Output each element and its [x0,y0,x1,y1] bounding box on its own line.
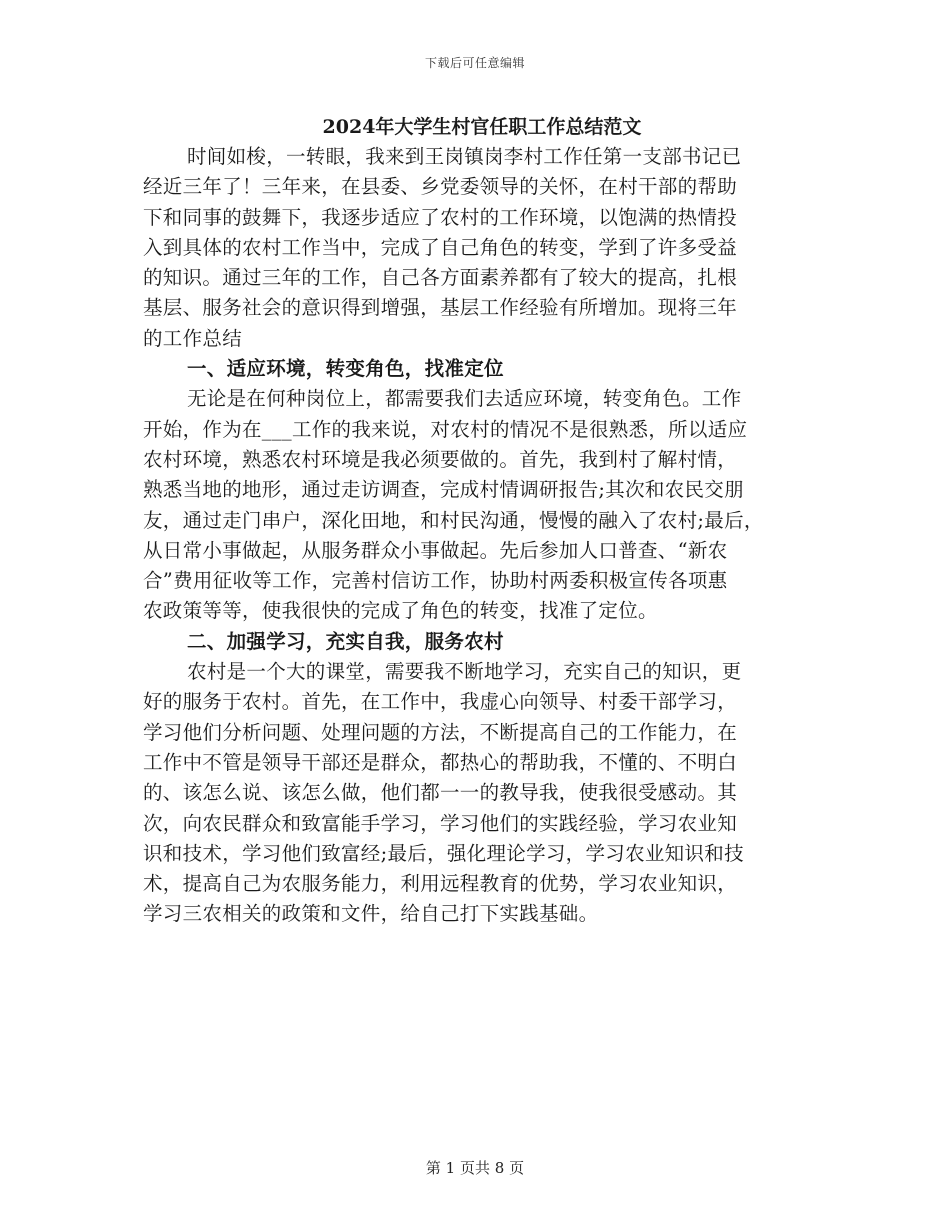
paragraph-line: 入到具体的农村工作当中，完成了自己角色的转变，学到了许多受益 [143,235,738,259]
paragraph-line: 的、该怎么说、该怎么做，他们都一一的教导我，使我很受感动。其 [143,781,738,805]
paragraph-line: 工作中不管是领导干部还是群众，都热心的帮助我，不懂的、不明白 [143,750,738,774]
paragraph-line: 术，提高自己为农服务能力，利用远程教育的优势，学习农业知识， [143,872,738,896]
document-title: 2024年大学生村官任职工作总结范文 [322,116,642,138]
paragraph-line: 次，向农民群众和致富能手学习，学习他们的实践经验，学习农业知 [143,811,738,835]
paragraph-line: 识和技术，学习他们致富经;最后，强化理论学习，学习农业知识和技 [143,841,744,865]
paragraph-line: 下和同事的鼓舞下，我逐步适应了农村的工作环境，以饱满的热情投 [143,205,738,229]
paragraph-line: 熟悉当地的地形，通过走访调查，完成村情调研报告;其次和农民交朋 [143,478,744,502]
paragraph-line: 友，通过走门串户，深化田地，和村民沟通，慢慢的融入了农村;最后， [143,508,764,532]
paragraph-line: 时间如梭，一转眼，我来到王岗镇岗李村工作任第一支部书记已 [187,145,742,168]
paragraph-line: 基层、服务社会的意识得到增强，基层工作经验有所增加。现将三年 [143,296,738,320]
paragraph-line: 农村是一个大的课堂，需要我不断地学习，充实自己的知识，更 [187,660,742,684]
paragraph-line: 学习他们分析问题、处理问题的方法，不断提高自己的工作能力，在 [143,720,738,744]
paragraph-line: 农政策等等，使我很快的完成了角色的转变，找准了定位。 [143,599,658,623]
paragraph-line: 的工作总结 [143,326,243,350]
paragraph-line: 好的服务于农村。首先，在工作中，我虚心向领导、村委干部学习， [143,690,738,714]
paragraph-line: 从日常小事做起，从服务群众小事做起。先后参加人口普查、“新农 [143,538,728,562]
page-footer: 第 1 页共 8 页 [425,1159,525,1177]
page-header: 下载后可任意编辑 [424,56,525,70]
document-body [143,142,815,930]
section-heading: 一、适应环境，转变角色，找准定位 [187,357,504,381]
paragraph-line: 的知识。通过三年的工作，自己各方面素养都有了较大的提高，扎根 [143,266,738,290]
paragraph-line: 合”费用征收等工作，完善村信访工作，协助村两委积极宣传各项惠 [143,569,728,593]
paragraph-line: 农村环境，熟悉农村环境是我必须要做的。首先，我到村了解村情， [143,447,738,471]
paragraph-line: 经近三年了！三年来，在县委、乡党委领导的关怀，在村干部的帮助 [143,175,738,199]
paragraph-line: 学习三农相关的政策和文件，给自己打下实践基础。 [143,902,599,926]
document-content [143,112,815,930]
paragraph-line: 开始，作为在___工作的我来说，对农村的情况不是很熟悉，所以适应 [143,417,748,441]
paragraph-line: 无论是在何种岗位上，都需要我们去适应环境，转变角色。工作 [187,387,742,411]
section-heading: 二、加强学习，充实自我，服务农村 [187,629,504,653]
